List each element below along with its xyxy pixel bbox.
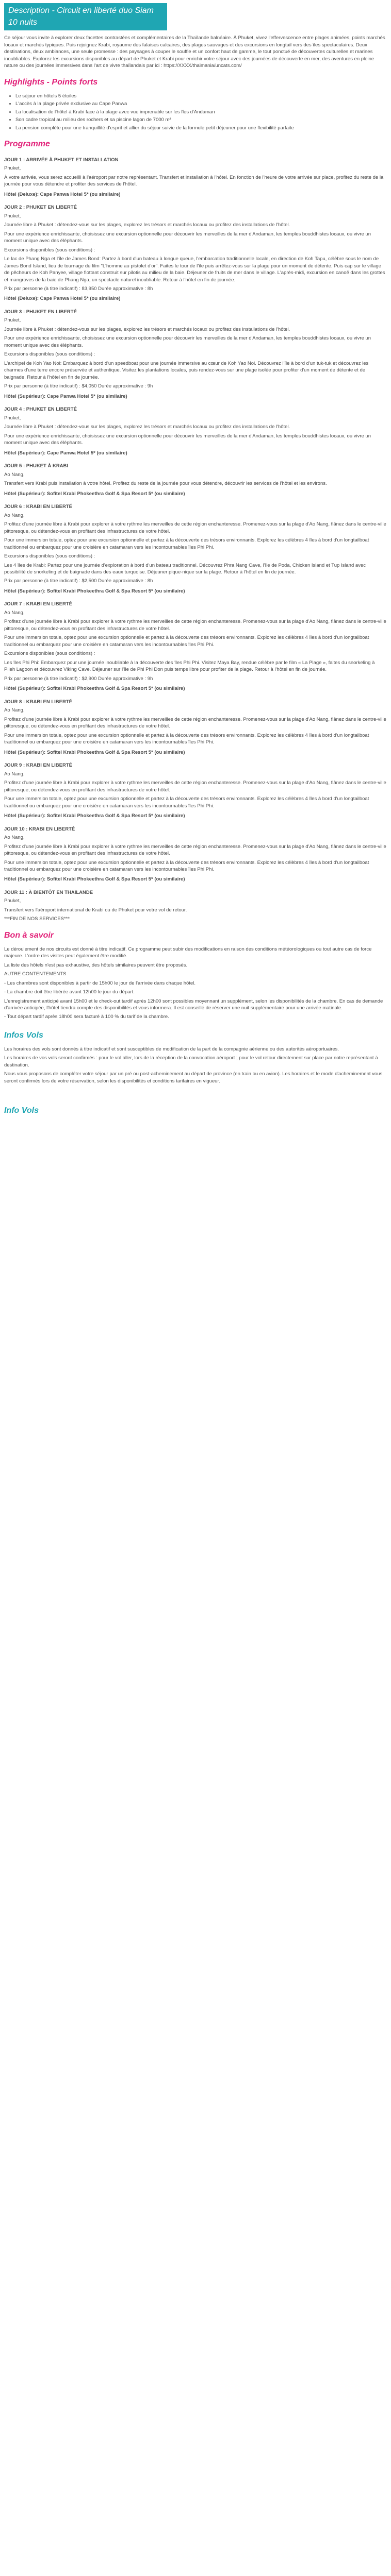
day-paragraph: Excursions disponibles (sous conditions) : [4, 651, 95, 657]
day-paragraph: Profitez d'une journée libre à Krabi pour explorer à votre rythme les merveilles de cette région enchanteresse. Promenez-vous sur la plage d'Ao Nang, flânez dans le centre-ville pittoresque, ou détendez-vous en profitant des infrastructures de votre hôtel. [4, 619, 386, 632]
bon-savoir-heading: Bon à savoir [4, 930, 54, 940]
bon-savoir-paragraph: AUTRE CONTENTEMENTS [4, 971, 67, 977]
footer-heading: Info Vols [4, 1106, 39, 1115]
day-paragraph: Profitez d'une journée libre à Krabi pour explorer à votre rythme les merveilles de cette région enchanteresse. Promenez-vous sur la plage d'Ao Nang, flânez dans le centre-ville pittoresque, ou détendez-vous en profitant des infrastructures de votre hôtel. [4, 780, 386, 793]
day-paragraph: Pour une immersion totale, optez pour une excursion optionnelle et partez à la découverte des trésors environnants. Explorez les célèbres 4 îles à bord d'un longtailboat traditionnel ou embarquez pour une croisière en catamaran vers les incontournables îles Phi Phi. [4, 859, 369, 872]
day-title: JOUR 2 : PHUKET EN LIBERTÉ [4, 205, 77, 211]
day-paragraph: Le lac de Phang Nga et l'île de James Bond: Partez à bord d'un bateau à longue queue, l'embarcation traditionnelle locale, en direction de Koh Tapu, célèbre sous le nom de James Bond Island, lieu de tournage du film "L'homme au pistolet d'or". Faites le tour de l'île puis arrêtez-vous sur la plage pour un moment de détente. Puis cap sur le village de pêcheurs de Koh Panyee, village flottant construit sur pilotis au milieu de la baie. Déjeuner de fruits de mer dans le village. L'après-midi, excursion en canoë dans les grottes et mangroves de la baie de Phang Nga, un spectacle naturel inoubliable. Retour à l'hôtel en fin de journée. [4, 256, 385, 283]
day-title: JOUR 4 : PHUKET EN LIBERTÉ [4, 406, 77, 413]
day-paragraph: Prix par personne (à titre indicatif) : $2,500 Durée approximative : 8h [4, 578, 153, 584]
day-title: JOUR 7 : KRABI EN LIBERTÉ [4, 601, 72, 607]
day-paragraph: Pour une expérience enrichissante, choisissez une excursion optionnelle pour découvrir les merveilles de la mer d'Andaman, les temples bouddhistes locaux, ou vivre un moment unique avec des éléphants. [4, 335, 371, 348]
day-paragraph: Prix par personne (à titre indicatif) : $4,050 Durée approximative : 9h [4, 383, 153, 389]
intro-text: Ce séjour vous invite à explorer deux facettes contrastées et complémentaires de la Thaïlande balnéaire. À Phuket, vivez l'effervescence entre plages animées, points marchés locaux et marchés typiques. Puis rejoignez Krabi, royaume des falaises calcaires, des plages sauvages et des excursions en longtail vers des îles spectaculaires. Deux destinations, deux ambiances, une seule promesse : des paysages à couper le souffle et un confort haut de gamme, le tout ponctué de découvertes culturelles et marines inoubliables. Explorez les excursions disponibles au départ de Phuket et Krabi pour enrichir votre séjour avec des journées de découverte en mer, des aventures en pleine nature ou des journées immersives dans l'art de vivre thaïlandais par ici : https://XXXX/thaimania/uncats.com/ [4, 35, 385, 69]
highlights-list [11, 93, 387, 131]
page [0, 0, 391, 1137]
day-paragraph: Profitez d'une journée libre à Krabi pour explorer à votre rythme les merveilles de cette région enchanteresse. Promenez-vous sur la plage d'Ao Nang, flânez dans le centre-ville pittoresque, ou détendez-vous en profitant des infrastructures de votre hôtel. [4, 521, 386, 534]
day-place: Phuket, [4, 317, 21, 324]
highlight-item: • L'accès à la plage privée exclusive au Cape Panwa [15, 100, 387, 107]
bon-savoir-section [4, 946, 387, 1021]
day-paragraph: L'archipel de Koh Yao Noi: Embarquez à bord d'un speedboat pour une journée immersive au cœur de Koh Yao Noi. Découvrez l'île à bord d'un tuk-tuk et découvrez les charmes d'une terre encore préservée et authentique. Visitez les plantations locales, puis rendez-vous sur une plage isolée pour profiter d'un moment de détente et de baignade. Retour à l'hôtel en fin de journée. [4, 360, 369, 380]
day-paragraph: Prix par personne (à titre indicatif) : 83,950 Durée approximative : 8h [4, 285, 153, 292]
day-title: JOUR 6 : KRABI EN LIBERTÉ [4, 504, 72, 510]
day-block [4, 889, 387, 923]
programme-heading: Programme [4, 140, 50, 148]
day-paragraph: Journée libre à Phuket : détendez-vous sur les plages, explorez les trésors et marchés locaux ou profitez des installations de l'hôtel. [4, 424, 290, 430]
day-paragraph: Pour une immersion totale, optez pour une excursion optionnelle et partez à la découverte des trésors environnants. Explorez les célèbres 4 îles à bord d'un longtailboat traditionnel ou embarquez pour une croisière en catamaran vers les incontournables îles Phi Phi. [4, 635, 369, 648]
bon-savoir-paragraph: - Les chambres sont disponibles à partir de 15h00 le jour de l'arrivée dans chaque hôtel. [4, 980, 196, 986]
bon-savoir-paragraph: La liste des hôtels n'est pas exhaustive, des hôtels similaires peuvent être proposés. [4, 962, 188, 968]
day-hotel: Hôtel (Supérieur): Cape Panwa Hotel 5* (ou similaire) [4, 393, 127, 399]
day-place: Phuket, [4, 898, 21, 904]
day-block [4, 699, 387, 756]
day-hotel: Hôtel (Supérieur): Sofitel Krabi Phokeethra Golf & Spa Resort 5* (ou similaire) [4, 876, 185, 883]
day-place: Phuket, [4, 165, 21, 172]
day-paragraph: Journée libre à Phuket : détendez-vous sur les plages, explorez les trésors et marchés locaux ou profitez des installations de l'hôtel. [4, 222, 290, 228]
infos-vols-paragraph: Les horaires de vos vols seront confirmés : pour le vol aller, lors de la réception de la convocation aéroport ; pour le vol retour directement sur place par notre représentant à destination. [4, 1055, 378, 1068]
day-hotel: Hôtel (Supérieur): Cape Panwa Hotel 5* (ou similaire) [4, 450, 127, 456]
day-place: Ao Nang, [4, 707, 25, 714]
bon-savoir-paragraph: - La chambre doit être libérée avant 12h00 le jour du départ. [4, 989, 135, 995]
day-hotel: Hôtel (Supérieur): Sofitel Krabi Phokeethra Golf & Spa Resort 5* (ou similaire) [4, 490, 185, 497]
day-paragraph: Pour une expérience enrichissante, choisissez une excursion optionnelle pour découvrir les merveilles de la mer d'Andaman, les temples bouddhistes locaux, ou vivre un moment unique avec des éléphants. [4, 231, 371, 244]
day-hotel: Hôtel (Supérieur): Sofitel Krabi Phokeethra Golf & Spa Resort 5* (ou similaire) [4, 749, 185, 755]
day-paragraph: Excursions disponibles (sous conditions) : [4, 351, 95, 358]
bon-savoir-paragraph: L'enregistrement anticipé avant 15h00 et le check-out tardif après 12h00 sont possibles moyennant un supplément, selon les disponibilités de la chambre. En cas de demande d'arrivée anticipée, l'hôtel tiendra compte des disponibilités et vous informera. Il est conseillé de réserver une nuit supplémentaire pour une arrivée matinale. [4, 998, 383, 1011]
day-paragraph: Pour une expérience enrichissante, choisissez une excursion optionnelle pour découvrir les merveilles de la mer d'Andaman, les temples bouddhistes locaux, ou vivre un moment unique avec des éléphants. [4, 433, 371, 446]
day-block [4, 157, 387, 198]
day-title: JOUR 10 : KRABI EN LIBERTÉ [4, 826, 75, 832]
highlight-item: • La pension complète pour une tranquillité d'esprit et allier du séjour suivie de la formule petit déjeuner pour une flexibilité parfaite [15, 125, 387, 131]
day-place: Ao Nang, [4, 835, 25, 841]
highlight-item: • Le séjour en hôtels 5 étoiles [15, 93, 387, 99]
day-block [4, 762, 387, 819]
day-title: JOUR 1 : ARRIVÉE À PHUKET ET INSTALLATION [4, 157, 119, 163]
programme-days [4, 157, 387, 923]
day-place: Ao Nang, [4, 471, 25, 478]
day-title: JOUR 5 : PHUKET À KRABI [4, 463, 69, 469]
day-hotel: Hôtel (Supérieur): Sofitel Krabi Phokeethra Golf & Spa Resort 5* (ou similaire) [4, 813, 185, 819]
day-block [4, 309, 387, 400]
day-place: Phuket, [4, 213, 21, 219]
day-block [4, 826, 387, 883]
day-title: JOUR 8 : KRABI EN LIBERTÉ [4, 699, 72, 705]
day-paragraph: Prix par personne (à titre indicatif) : $2,900 Durée approximative : 9h [4, 675, 153, 682]
bon-savoir-paragraph: - Tout départ tardif après 18h00 sera facturé à 100 % du tarif de la chambre. [4, 1014, 169, 1020]
page-title: Description - Circuit en liberté duo Siam 10 nuits [4, 3, 167, 30]
day-title: JOUR 11 : À BIENTÔT EN THAÏLANDE [4, 889, 93, 895]
day-paragraph: Pour une immersion totale, optez pour une excursion optionnelle et partez à la découverte des trésors environnants. Explorez les célèbres 4 îles à bord d'un longtailboat traditionnel ou embarquez pour une croisière en catamaran vers les incontournables îles Phi Phi. [4, 537, 369, 550]
highlight-item: • Son cadre tropical au milieu des rochers et sa piscine lagon de 7000 m² [15, 116, 387, 123]
day-place: Phuket, [4, 415, 21, 421]
day-paragraph: Transfert vers l'aéroport international de Krabi ou de Phuket pour votre vol de retour. [4, 907, 187, 913]
infos-vols-heading: Infos Vols [4, 1030, 43, 1040]
day-block [4, 406, 387, 456]
day-paragraph: Excursions disponibles (sous conditions) : [4, 247, 95, 253]
highlight-item: • La localisation de l'hôtel à Krabi face à la plage avec vue imprenable sur les îles d'Andaman [15, 109, 387, 115]
day-place: Ao Nang, [4, 512, 25, 518]
bon-savoir-paragraph: Le déroulement de nos circuits est donné à titre indicatif. Ce programme peut subir des modifications en raison des conditions météorologiques ou tout autre cas de force majeure. L'ordre des visites peut également être modifié. [4, 946, 372, 959]
day-paragraph: Journée libre à Phuket : détendez-vous sur les plages, explorez les trésors et marchés locaux ou profitez des installations de l'hôtel. [4, 326, 290, 332]
day-block [4, 463, 387, 497]
day-paragraph: Les 4 îles de Krabi: Partez pour une journée d'exploration à bord d'un bateau traditionnel. Découvrez Phra Nang Cave, l'île de Poda, Chicken Island et Tup Island avec possibilité de snorkeling et de baignade dans des eaux turquoise. Déjeuner pique-nique sur la plage. Retour à l'hôtel en fin de journée. [4, 562, 366, 575]
day-hotel: Hôtel (Supérieur): Sofitel Krabi Phokeethra Golf & Spa Resort 5* (ou similaire) [4, 686, 185, 692]
day-place: Ao Nang, [4, 609, 25, 616]
day-place: Ao Nang, [4, 771, 25, 777]
day-paragraph: À votre arrivée, vous serez accueilli à l'aéroport par notre représentant. Transfert et installation à l'hôtel. En fonction de l'heure de votre arrivée sur place, profitez du reste de la journée pour vous détendre et profiter des services de l'hôtel. [4, 174, 384, 188]
day-hotel: Hôtel (Deluxe): Cape Panwa Hotel 5* (ou similaire) [4, 296, 121, 302]
day-title: JOUR 9 : KRABI EN LIBERTÉ [4, 762, 72, 769]
day-block [4, 204, 387, 302]
day-block [4, 601, 387, 692]
highlights-heading: Highlights - Points forts [4, 77, 98, 87]
infos-vols-paragraph: Nous vous proposons de compléter votre séjour par un pré ou post-acheminement au départ de province (en train ou en avion). Les horaires et le mode d'acheminement vous seront confirmés lors de votre réservation, selon les disponibilités et conditions tarifaires en vigueur. [4, 1071, 383, 1084]
day-paragraph: Pour une immersion totale, optez pour une excursion optionnelle et partez à la découverte des trésors environnants. Explorez les célèbres 4 îles à bord d'un longtailboat traditionnel ou embarquez pour une croisière en catamaran vers les incontournables îles Phi Phi. [4, 732, 369, 745]
day-block [4, 503, 387, 595]
day-title: JOUR 3 : PHUKET EN LIBERTÉ [4, 309, 77, 315]
day-paragraph: Pour une immersion totale, optez pour une excursion optionnelle et partez à la découverte des trésors environnants. Explorez les célèbres 4 îles à bord d'un longtailboat traditionnel ou embarquez pour une croisière en catamaran vers les incontournables îles Phi Phi. [4, 796, 369, 809]
day-paragraph: Profitez d'une journée libre à Krabi pour explorer à votre rythme les merveilles de cette région enchanteresse. Promenez-vous sur la plage d'Ao Nang, flânez dans le centre-ville pittoresque, ou détendez-vous en profitant des infrastructures de votre hôtel. [4, 716, 386, 730]
day-paragraph: Transfert vers Krabi puis installation à votre hôtel. Profitez du reste de la journée pour vous détendre, découvrir les services de l'hôtel et les environs. [4, 481, 327, 487]
day-paragraph: Profitez d'une journée libre à Krabi pour explorer à votre rythme les merveilles de cette région enchanteresse. Promenez-vous sur la plage d'Ao Nang, flânez dans le centre-ville pittoresque, ou détendez-vous en profitant des infrastructures de votre hôtel. [4, 843, 386, 857]
infos-vols-paragraph: Les horaires des vols sont donnés à titre indicatif et sont susceptibles de modification de la part de la compagnie aérienne ou des autorités aéroportuaires. [4, 1046, 339, 1052]
day-hotel: Hôtel (Deluxe): Cape Panwa Hotel 5* (ou similaire) [4, 191, 121, 197]
day-paragraph: ***FIN DE NOS SERVICES*** [4, 916, 70, 922]
day-paragraph: Excursions disponibles (sous conditions) : [4, 553, 95, 560]
day-hotel: Hôtel (Supérieur): Sofitel Krabi Phokeethra Golf & Spa Resort 5* (ou similaire) [4, 588, 185, 594]
infos-vols-section [4, 1046, 387, 1084]
day-paragraph: Les îles Phi Phi: Embarquez pour une journée inoubliable à la découverte des îles Phi Phi. Visitez Maya Bay, rendue célèbre par le film « La Plage », faites du snorkeling à Pileh Lagoon et découvrez Viking Cave. Déjeuner sur l'île de Phi Phi Don puis temps libre pour profiter de la plage. Retour à l'hôtel en fin de journée. [4, 659, 375, 673]
